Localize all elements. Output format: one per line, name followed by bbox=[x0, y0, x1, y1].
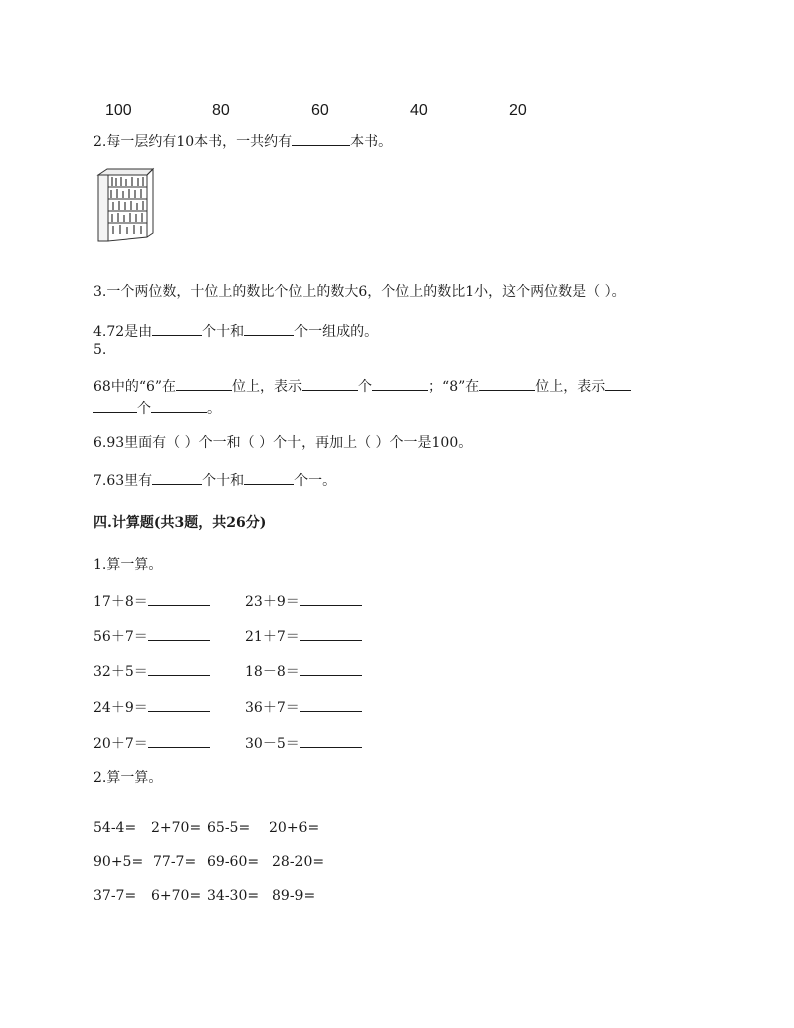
question-5-part2: 位上，表示 bbox=[232, 379, 303, 395]
calc-2-item: 20+6= bbox=[269, 820, 320, 836]
calc-problem: 24＋9＝ bbox=[93, 700, 148, 716]
question-7 bbox=[93, 470, 336, 490]
answer-blank[interactable] bbox=[300, 661, 362, 676]
answer-blank[interactable] bbox=[479, 376, 535, 391]
answer-blank[interactable] bbox=[148, 661, 210, 676]
question-5 bbox=[93, 376, 631, 396]
answer-blank[interactable] bbox=[300, 733, 362, 748]
calc-problem: 21＋7＝ bbox=[245, 629, 300, 645]
calc-2-item: 89-9= bbox=[272, 888, 316, 904]
question-7-text-mid: 个十和 bbox=[202, 473, 245, 489]
question-5-part1: 68中的“6”在 bbox=[93, 379, 177, 395]
choice-80: 80 bbox=[212, 102, 230, 119]
question-4 bbox=[93, 321, 378, 341]
question-2-text: 2.每一层约有10本书，一共约有 bbox=[93, 134, 293, 150]
calc-2-title: 2.算一算。 bbox=[93, 770, 163, 786]
answer-blank[interactable] bbox=[148, 626, 210, 641]
calc-problem: 18－8＝ bbox=[245, 664, 300, 680]
calc-1-row bbox=[245, 661, 362, 681]
question-5-part3: 个 bbox=[358, 379, 373, 395]
calc-1-row bbox=[93, 697, 210, 717]
calc-1-row bbox=[245, 591, 362, 611]
answer-blank[interactable] bbox=[605, 376, 631, 391]
question-7-suffix: 个一。 bbox=[294, 473, 337, 489]
calc-1-title: 1.算一算。 bbox=[93, 557, 163, 573]
calc-problem: 20＋7＝ bbox=[93, 736, 148, 752]
calc-1-row bbox=[245, 697, 362, 717]
question-5-part6: 个 bbox=[137, 401, 151, 417]
answer-blank[interactable] bbox=[148, 591, 210, 606]
answer-blank[interactable] bbox=[300, 626, 362, 641]
calc-2-item: 28-20= bbox=[272, 854, 325, 870]
calc-problem: 17＋8＝ bbox=[93, 594, 148, 610]
question-5-part4: ；“8”在 bbox=[428, 379, 480, 395]
calc-problem: 56＋7＝ bbox=[93, 629, 148, 645]
answer-blank[interactable] bbox=[292, 131, 350, 146]
calc-problem: 23＋9＝ bbox=[245, 594, 300, 610]
choice-40: 40 bbox=[410, 102, 428, 119]
question-5-number: 5. bbox=[93, 342, 107, 358]
answer-blank[interactable] bbox=[152, 321, 202, 336]
calc-1-row bbox=[245, 626, 362, 646]
answer-blank[interactable] bbox=[93, 398, 137, 413]
question-2 bbox=[93, 131, 392, 151]
choice-100: 100 bbox=[105, 102, 132, 119]
question-5-part5: 位上，表示 bbox=[535, 379, 606, 395]
answer-blank[interactable] bbox=[302, 376, 358, 391]
answer-blank[interactable] bbox=[244, 470, 294, 485]
calc-problem: 36＋7＝ bbox=[245, 700, 300, 716]
question-3: 3.一个两位数，十位上的数比个位上的数大6，个位上的数比1小，这个两位数是（ ）。 bbox=[93, 284, 626, 300]
calc-2-item: 54-4= bbox=[93, 820, 137, 836]
calc-2-item: 6+70= bbox=[151, 888, 202, 904]
calc-2-item: 2+70= bbox=[151, 820, 202, 836]
answer-blank[interactable] bbox=[244, 321, 294, 336]
calc-problem: 30－5＝ bbox=[245, 736, 300, 752]
choice-60: 60 bbox=[311, 102, 329, 119]
calc-1-row bbox=[93, 626, 210, 646]
calc-1-row bbox=[93, 591, 210, 611]
question-5-end: 。 bbox=[207, 401, 221, 417]
calc-1-row bbox=[245, 733, 362, 753]
answer-blank[interactable] bbox=[151, 398, 207, 413]
calc-2-item: 65-5= bbox=[207, 820, 251, 836]
calc-2-item: 90+5= bbox=[93, 854, 144, 870]
section-4-heading: 四.计算题(共3题，共26分) bbox=[93, 515, 267, 531]
question-4-text-mid: 个十和 bbox=[202, 324, 245, 340]
calc-2-item: 34-30= bbox=[207, 888, 260, 904]
calc-1-row bbox=[93, 733, 210, 753]
answer-blank[interactable] bbox=[372, 376, 428, 391]
answer-blank[interactable] bbox=[300, 697, 362, 712]
calc-2-item: 37-7= bbox=[93, 888, 137, 904]
choice-20: 20 bbox=[509, 102, 527, 119]
calc-2-item: 69-60= bbox=[207, 854, 260, 870]
question-2-suffix: 本书。 bbox=[350, 134, 393, 150]
calc-2-item: 77-7= bbox=[153, 854, 197, 870]
question-4-suffix: 个一组成的。 bbox=[294, 324, 379, 340]
calc-problem: 32＋5＝ bbox=[93, 664, 148, 680]
question-6: 6.93里面有（ ）个一和（ ）个十，再加上（ ）个一是100。 bbox=[93, 435, 473, 451]
question-4-text: 4.72是由 bbox=[93, 324, 153, 340]
answer-blank[interactable] bbox=[176, 376, 232, 391]
calc-1-row bbox=[93, 661, 210, 681]
answer-blank[interactable] bbox=[148, 697, 210, 712]
answer-blank[interactable] bbox=[152, 470, 202, 485]
bookshelf-illustration bbox=[95, 167, 155, 243]
answer-blank[interactable] bbox=[300, 591, 362, 606]
answer-blank[interactable] bbox=[148, 733, 210, 748]
question-7-text: 7.63里有 bbox=[93, 473, 153, 489]
question-5-line2 bbox=[93, 398, 221, 418]
